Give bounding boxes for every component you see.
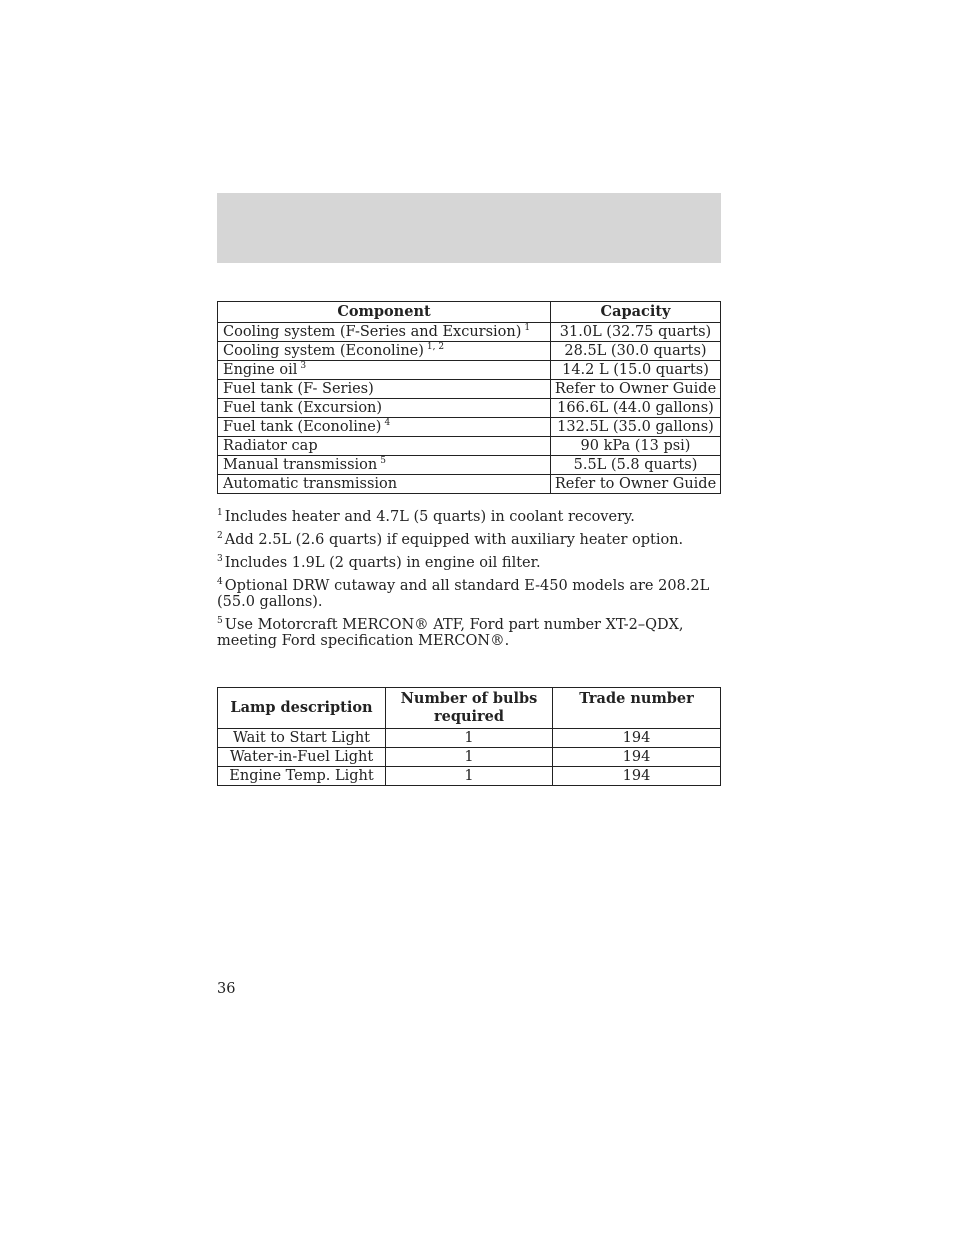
- footnote: [217, 509, 727, 525]
- component-cell: [218, 380, 551, 399]
- component-cell: [218, 399, 551, 418]
- capacity-cell: 31.0L (32.75 quarts): [551, 323, 721, 342]
- capacity-cell: 132.5L (35.0 gallons): [551, 418, 721, 437]
- component-cell: [218, 323, 551, 342]
- component-label: Fuel tank (Econoline): [223, 419, 382, 435]
- component-cell: [218, 437, 551, 456]
- table-row: [218, 342, 721, 361]
- footnote-number: 2: [217, 531, 223, 541]
- footnote-text: Use Motorcraft MERCON® ATF, Ford part number XT-2–QDX, meeting Ford specification MERCON®.: [217, 617, 684, 649]
- footnotes: [217, 509, 727, 656]
- table-row: [218, 767, 721, 786]
- component-cell: [218, 475, 551, 494]
- component-label: Cooling system (Econoline): [223, 343, 424, 359]
- trade-number-cell: 194: [553, 748, 721, 767]
- footnote-number: 1: [217, 508, 223, 518]
- component-label: Cooling system (F-Series and Excursion): [223, 324, 522, 340]
- capacity-cell: 166.6L (44.0 gallons): [551, 399, 721, 418]
- lamp-description-cell: Water-in-Fuel Light: [218, 748, 386, 767]
- footnote-ref: 1: [524, 323, 531, 333]
- capacity-cell: Refer to Owner Guide: [551, 380, 721, 399]
- footnote-text: Optional DRW cutaway and all standard E-450 models are 208.2L (55.0 gallons).: [217, 578, 710, 610]
- column-header-lamp-description: Lamp description: [218, 688, 386, 729]
- column-header-number-of-bulbs: Number of bulbs required: [386, 688, 553, 729]
- lamp-table: [217, 687, 721, 786]
- footnote: [217, 617, 727, 649]
- table-row: [218, 361, 721, 380]
- table-row: [218, 380, 721, 399]
- component-cell: [218, 418, 551, 437]
- section-header-band: [217, 193, 721, 263]
- table-row: [218, 456, 721, 475]
- capacity-cell: 90 kPa (13 psi): [551, 437, 721, 456]
- table-row: [218, 475, 721, 494]
- footnote-text: Includes 1.9L (2 quarts) in engine oil filter.: [224, 555, 541, 571]
- table-row: [218, 437, 721, 456]
- component-label: Manual transmission: [223, 457, 378, 473]
- footnote-ref: 5: [380, 456, 386, 466]
- component-label: Engine oil: [223, 362, 298, 378]
- component-label: Fuel tank (F- Series): [223, 381, 374, 397]
- component-cell: [218, 342, 551, 361]
- footnote-number: 4: [217, 577, 223, 587]
- table-row: [218, 729, 721, 748]
- lamp-description-cell: Wait to Start Light: [218, 729, 386, 748]
- page-number: 36: [217, 981, 236, 997]
- capacities-table: [217, 301, 721, 494]
- table-row: [218, 323, 721, 342]
- capacity-cell: Refer to Owner Guide: [551, 475, 721, 494]
- trade-number-cell: 194: [553, 767, 721, 786]
- column-header-capacity: Capacity: [551, 302, 721, 323]
- component-cell: [218, 456, 551, 475]
- footnote: [217, 532, 727, 548]
- capacity-cell: 28.5L (30.0 quarts): [551, 342, 721, 361]
- bulbs-cell: 1: [386, 767, 553, 786]
- footnote-ref: 1, 2: [426, 342, 445, 352]
- column-header-component: Component: [218, 302, 551, 323]
- trade-number-cell: 194: [553, 729, 721, 748]
- capacity-cell: 5.5L (5.8 quarts): [551, 456, 721, 475]
- table-header-row: [218, 688, 721, 729]
- component-label: Fuel tank (Excursion): [223, 400, 383, 416]
- bulbs-cell: 1: [386, 729, 553, 748]
- footnote-text: Includes heater and 4.7L (5 quarts) in coolant recovery.: [224, 509, 635, 525]
- footnote-number: 3: [217, 554, 223, 564]
- footnote-ref: 4: [384, 418, 391, 428]
- component-label: Radiator cap: [223, 438, 318, 454]
- footnote: [217, 555, 727, 571]
- table-row: [218, 399, 721, 418]
- footnote-ref: 3: [300, 361, 307, 371]
- table-row: [218, 418, 721, 437]
- footnote-number: 5: [217, 616, 223, 626]
- column-header-trade-number: Trade number: [553, 688, 721, 729]
- component-label: Automatic transmission: [223, 476, 398, 492]
- table-header-row: [218, 302, 721, 323]
- table-row: [218, 748, 721, 767]
- footnote: [217, 578, 727, 610]
- capacity-cell: 14.2 L (15.0 quarts): [551, 361, 721, 380]
- bulbs-cell: 1: [386, 748, 553, 767]
- footnote-text: Add 2.5L (2.6 quarts) if equipped with auxiliary heater option.: [224, 532, 684, 548]
- lamp-description-cell: Engine Temp. Light: [218, 767, 386, 786]
- component-cell: [218, 361, 551, 380]
